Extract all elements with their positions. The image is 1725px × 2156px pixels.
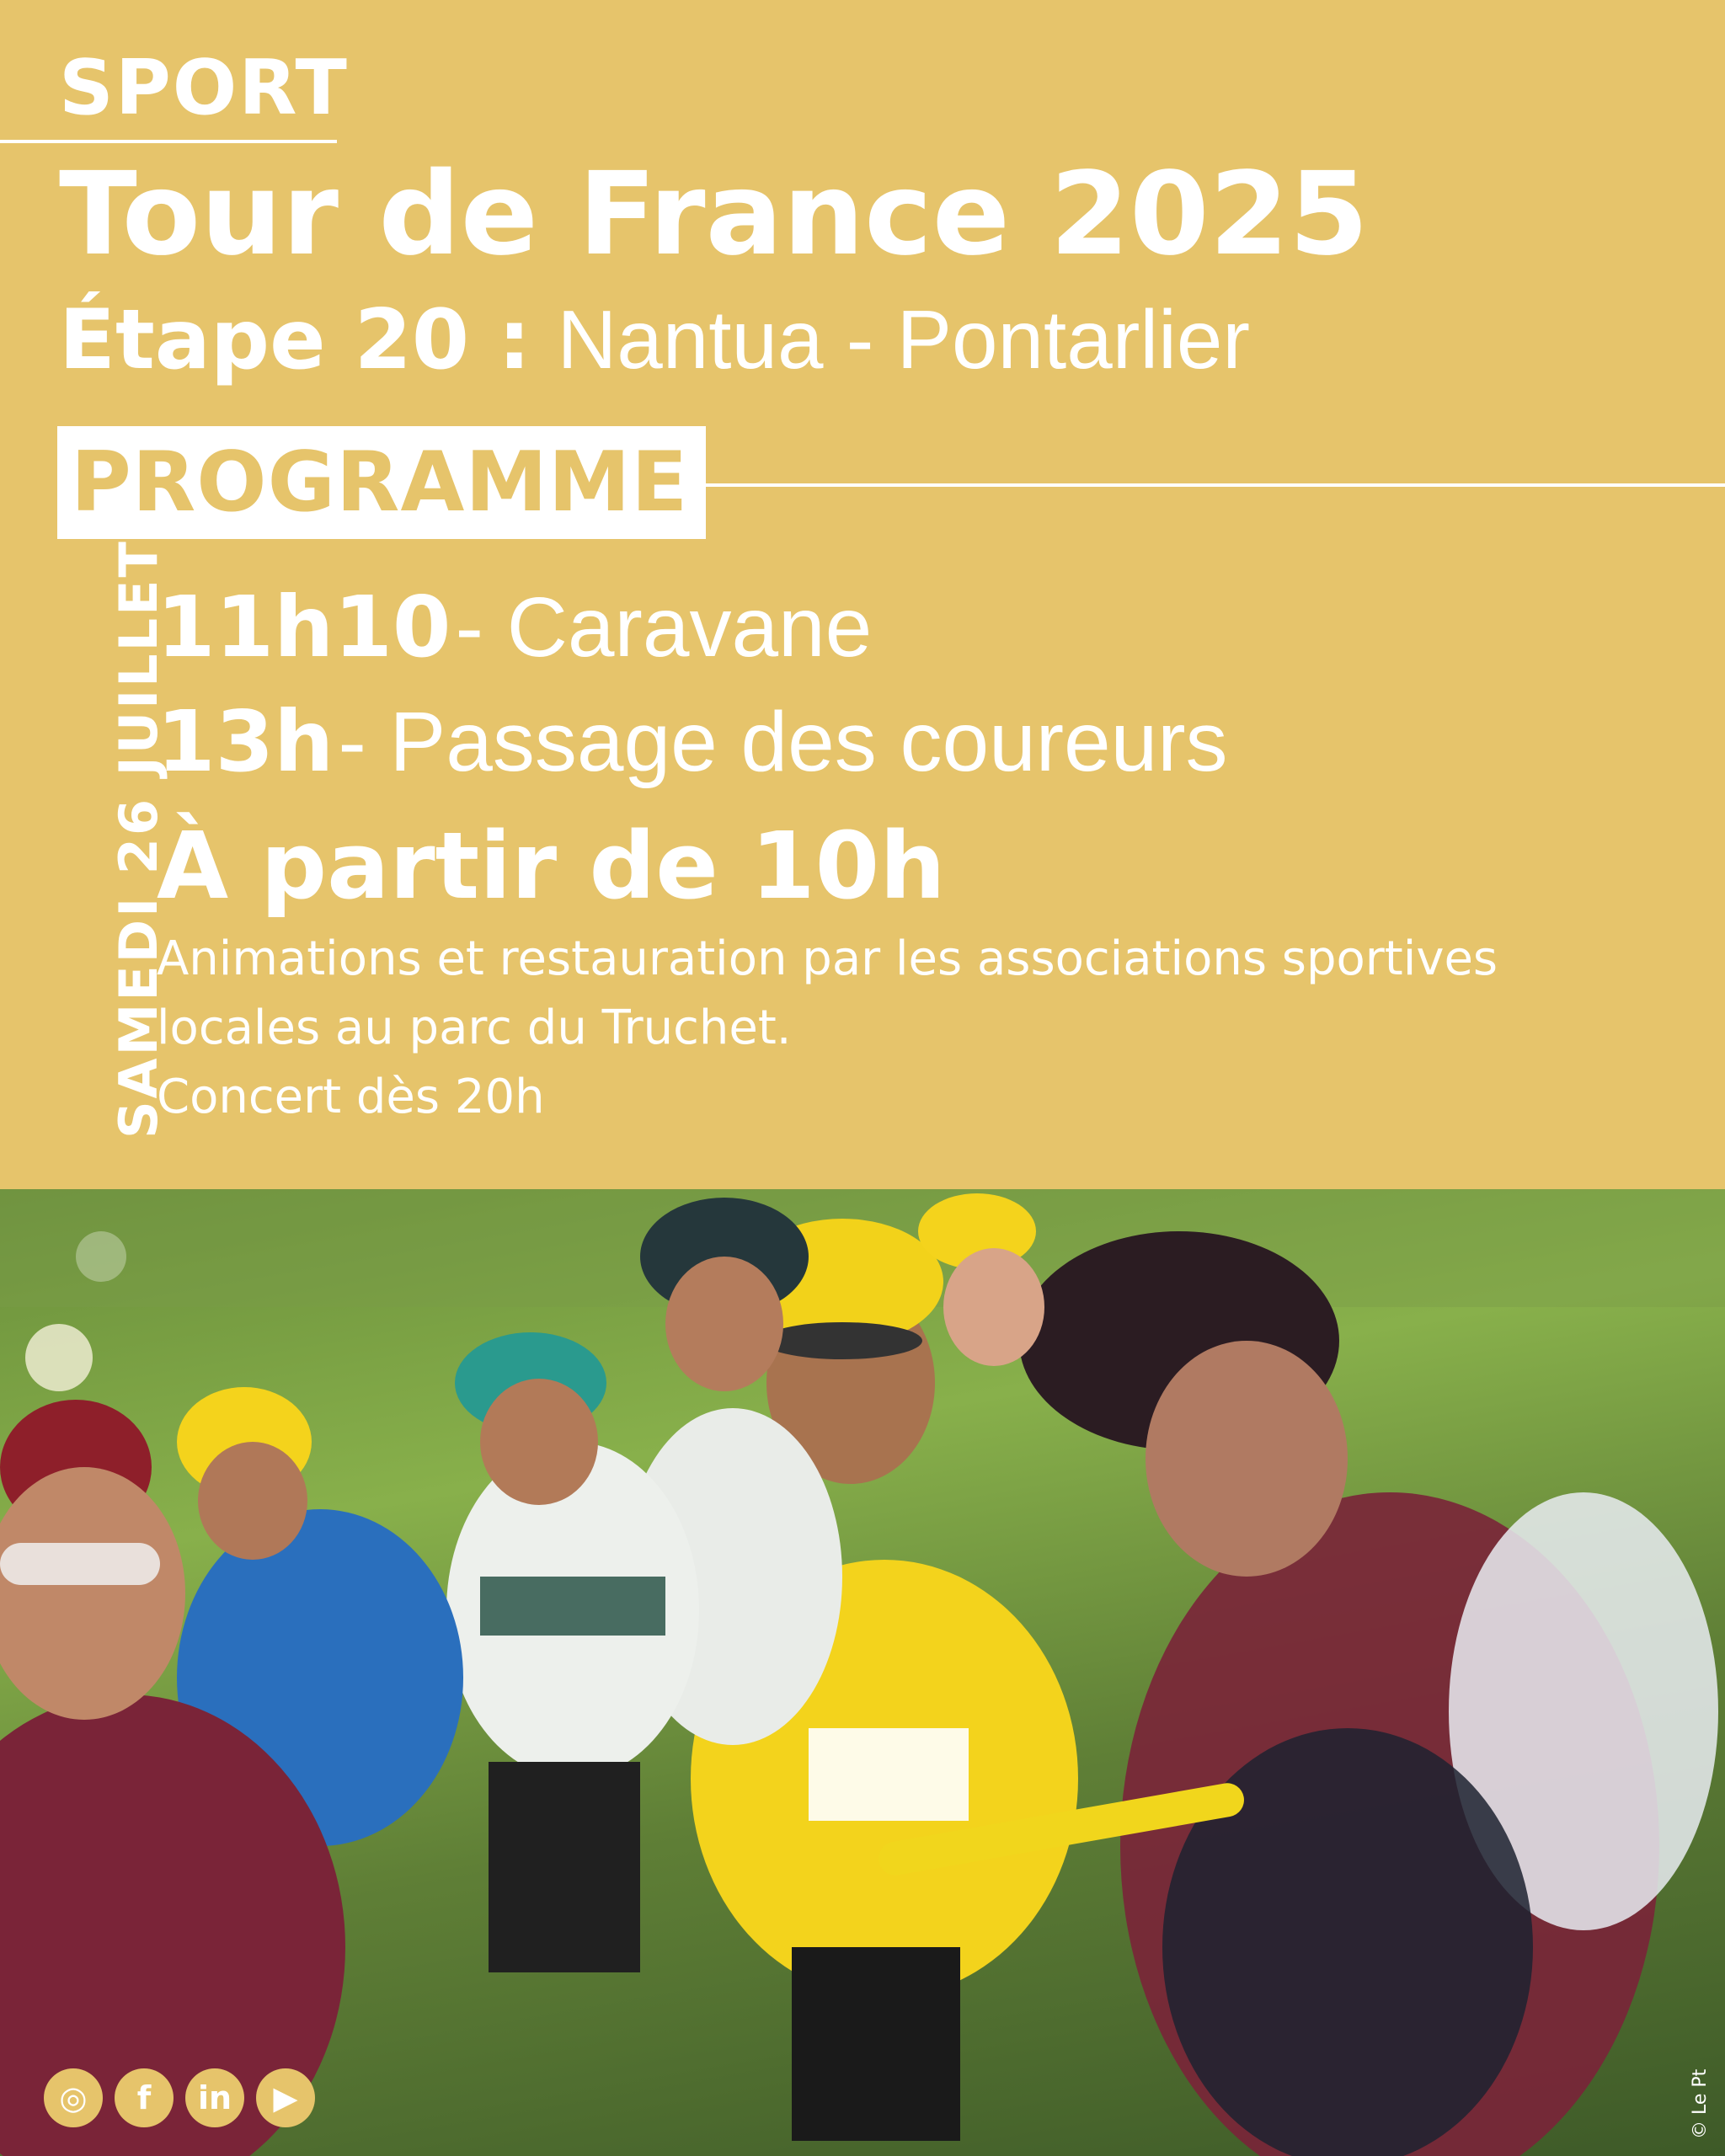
stage-label: Étape 20 : <box>59 292 531 388</box>
instagram-icon[interactable]: ◎ <box>44 2068 103 2127</box>
schedule-item-passage <box>157 692 1228 791</box>
schedule-desc: - Passage des coureurs <box>338 695 1228 789</box>
event-date: SAMEDI 26 JUILLET <box>108 539 169 1139</box>
schedule-item-caravane <box>157 578 872 676</box>
kicker-underline <box>0 140 337 143</box>
linkedin-icon[interactable]: in <box>185 2068 244 2127</box>
programme-badge <box>57 426 706 539</box>
youtube-icon[interactable]: ▶ <box>256 2068 315 2127</box>
photo-credit: © Le Pt <box>1690 2068 1711 2139</box>
social-links <box>44 2068 315 2127</box>
activities-text: Animations et restauration par les associations sportives locales au parc du Truchet. <box>157 931 1498 1055</box>
facebook-icon[interactable]: f <box>115 2068 174 2127</box>
schedule-from-heading: À partir de 10h <box>157 812 946 920</box>
cyclists-photo <box>0 1189 1725 2156</box>
programme-rule <box>706 483 1725 487</box>
schedule-time: 11h10 <box>157 578 451 676</box>
cyclists-illustration <box>0 1189 1725 2156</box>
stage-route: Nantua - Pontarlier <box>557 293 1251 386</box>
schedule-time: 13h <box>157 692 334 791</box>
schedule-desc: - Caravane <box>455 580 873 675</box>
programme-label: PROGRAMME <box>71 435 689 531</box>
stage-subtitle <box>59 293 1250 387</box>
concert-text: Concert dès 20h <box>157 1070 545 1124</box>
section-kicker: SPORT <box>59 44 349 132</box>
page-title: Tour de France 2025 <box>59 148 1369 281</box>
